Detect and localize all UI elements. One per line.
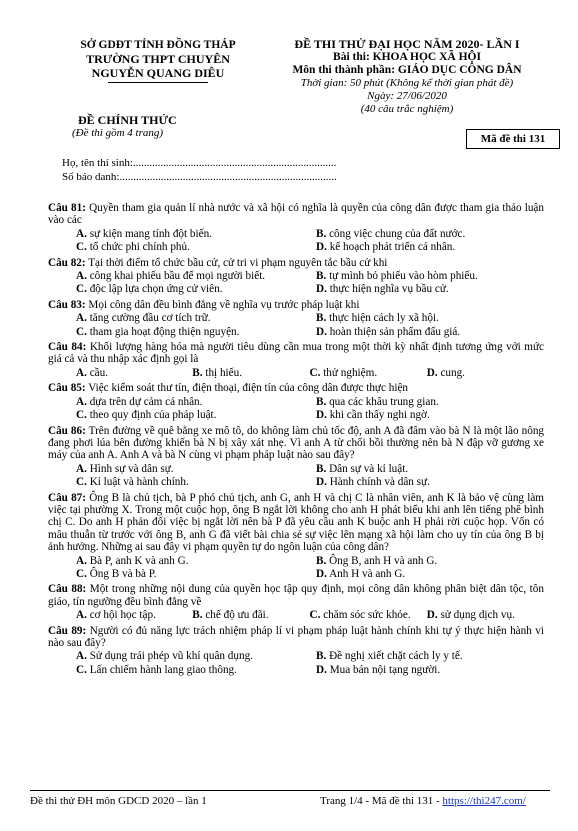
answer-option[interactable] [48,283,316,295]
option-text: D. khi cần thấy nghi ngờ. [316,409,430,422]
answer-option[interactable] [310,609,427,621]
answer-option[interactable] [427,367,544,379]
question-stem [48,382,544,394]
option-text: A. công khai phiếu bầu để mọi người biết. [76,270,266,283]
answer-option[interactable] [316,568,544,580]
option-text: B. thị hiếu. [192,366,243,379]
option-text: D. sử dụng dịch vụ. [426,609,515,622]
options-row [48,650,544,662]
option-letter: B. [192,366,203,379]
answer-option[interactable] [316,396,544,408]
question-number: Câu 81: [48,202,86,214]
option-text: A. tăng cường đầu cơ tích trữ. [76,312,211,325]
option-letter: D. [316,476,327,489]
exam-subject: Môn thi thành phần: GIÁO DỤC CÔNG DÂN [292,64,522,76]
question-text: Quyền tham gia quản lí nhà nước và xã hội có nghĩa là quyền của công dân được tham gia thảo luận vào các [48,202,544,227]
answer-option[interactable] [48,228,316,240]
question-stem [48,341,544,366]
options-row [48,270,544,282]
options-row [48,312,544,324]
option-text: A. Hình sự và dân sự. [76,462,174,475]
option-letter: A. [76,554,87,567]
options-row [48,283,544,295]
answer-option[interactable] [316,664,544,676]
answer-option[interactable] [48,476,316,488]
question-text: Khối lượng hàng hóa mà người tiêu dùng cần mua trong một thời kỳ nhất định tương ứng với mức giá cả và thu nhập xác định gọi là [48,341,544,366]
answer-option[interactable] [48,650,316,662]
answer-option[interactable] [316,555,544,567]
question-number: Câu 84: [48,341,87,354]
option-letter: B. [316,395,327,408]
candidate-id-line: Số báo danh:............................................................................... [62,171,337,183]
option-text: D. Anh H và anh G. [316,567,406,580]
option-text: D. kế hoạch phát triển cá nhân. [316,241,456,254]
option-text: A. sự kiện mang tính đột biến. [76,227,212,240]
option-text: C. độc lập lựa chọn ứng cử viên. [76,283,223,296]
option-letter: A. [76,609,87,622]
footer-link[interactable]: https://thi247.com/ [442,795,526,807]
question-stem [48,583,544,608]
question-stem [48,257,544,269]
option-letter: C. [76,241,87,254]
pages-note: (Đề thi gồm 4 trang) [72,127,164,139]
footer-page-info [320,795,526,807]
question-number: Câu 87: [48,491,87,504]
question-text: Trên đường về quê bằng xe mô tô, do không làm chủ tốc độ, anh A đã đâm vào bà N là một lão nông đang phơi lúa bên đường khiến bà N bị xây xát nhẹ. Vì anh A từ chối bồi thường nên bà N đập vỡ gương xe máy của anh A. Anh A và bà N cùng vi phạm pháp luật nào sau đây? [48,424,545,462]
option-letter: D. [426,609,438,622]
question-number: Câu 86: [48,424,86,437]
question-text: Tại thời điểm tổ chức bầu cử, cử tri vi phạm nguyên tắc bầu cử khi [85,256,388,269]
school-name-line2: NGUYỄN QUANG DIÊU [91,66,225,80]
answer-option[interactable] [192,367,309,379]
answer-option[interactable] [316,228,544,240]
answer-option[interactable] [48,367,192,379]
answer-option[interactable] [48,568,316,580]
option-text: B. thực hiện cách ly xã hội. [316,312,439,325]
option-text: B. Đề nghị xiết chặt cách ly y tế. [316,650,463,663]
options-row [48,609,544,621]
options-row [48,326,544,338]
question-block [48,425,544,489]
question-stem [48,299,544,311]
candidate-name-line: Họ, tên thí sinh:.......................................................................... [62,157,337,169]
question-stem [48,425,544,462]
option-letter: A. [76,270,87,283]
answer-option[interactable] [316,312,544,324]
footer-rule [30,790,550,791]
question-number: Câu 82: [48,256,86,269]
option-letter: D. [316,663,327,676]
option-letter: A. [76,395,87,408]
question-block [48,257,544,296]
option-text: C. theo quy định của pháp luật. [76,409,217,422]
answer-option[interactable] [48,555,316,567]
option-text: A. dựa trên dự cảm cá nhân. [76,395,203,408]
answer-option[interactable] [48,241,316,253]
option-text: C. tổ chức phi chính phủ. [76,241,190,254]
option-text: B. qua các khâu trung gian. [316,395,439,408]
exam-title: ĐỀ THI THỬ ĐẠI HỌC NĂM 2020- LẦN I [294,37,520,51]
option-text: B. Ông B, anh H và anh G. [316,554,438,567]
answer-option[interactable] [316,409,544,421]
option-text: A. Sử dụng trái phép vũ khí quân dụng. [76,650,253,663]
option-text: D. Mua bán nội tạng người. [316,663,441,676]
option-letter: C. [76,283,87,296]
answer-option[interactable] [310,367,427,379]
option-text: C. Kỉ luật và hành chính. [76,476,189,489]
question-text: Người có đủ năng lực trách nhiệm pháp lí vi phạm pháp luật hành chính khi tự ý thực hiện hành vi nào sau đây? [48,624,544,649]
question-number: Câu 88: [48,583,87,596]
question-block [48,583,544,621]
answer-option[interactable] [316,650,544,662]
header-left-underline [108,82,208,83]
option-letter: C. [76,325,87,338]
exam-header [262,38,552,116]
footer-left-text: Đề thi thử ĐH môn GDCD 2020 – lần 1 [30,795,207,807]
option-text: D. Hành chính và dân sự. [316,476,430,489]
option-letter: B. [316,650,327,663]
option-letter: B. [316,462,327,475]
question-block [48,492,544,581]
answer-option[interactable] [316,326,544,338]
options-row [48,396,544,408]
option-text: B. chế độ ưu đãi. [192,609,269,622]
option-text: D. cung. [426,366,465,379]
option-letter: A. [76,462,87,475]
answer-option[interactable] [316,463,544,475]
option-letter: A. [76,366,87,379]
answer-option[interactable] [48,312,316,324]
school-name-line1: TRƯỜNG THPT CHUYÊN [86,52,230,66]
answer-option[interactable] [427,609,544,621]
options-row [48,555,544,567]
option-letter: A. [76,650,87,663]
option-text: D. thực hiện nghĩa vụ bầu cử. [316,283,449,296]
option-letter: B. [316,554,327,567]
option-letter: C. [76,663,87,676]
question-stem [48,625,544,650]
answer-option[interactable] [192,609,309,621]
option-letter: B. [192,609,203,622]
answer-option[interactable] [48,609,192,621]
answer-option[interactable] [316,283,544,295]
answer-option[interactable] [48,270,316,282]
official-label: ĐỀ CHÍNH THỨC [78,113,177,127]
option-text: C. Lấn chiếm hành lang giao thông. [76,663,237,676]
answer-option[interactable] [48,396,316,408]
option-letter: B. [316,270,327,283]
question-number: Câu 89: [48,624,87,637]
answer-option[interactable] [48,664,316,676]
option-text: A. Bà P, anh K và anh G. [76,554,189,567]
question-stem [48,492,544,554]
question-list [48,202,544,679]
option-letter: C. [76,476,87,489]
option-letter: C. [309,366,321,379]
options-row [48,463,544,475]
question-number: Câu 85: [48,382,86,395]
option-letter: B. [316,227,327,240]
question-text: Ông B là chủ tịch, bà P phó chủ tịch, anh G, anh H và chị C là nhân viên, anh K là bảo vệ cùng làm việc tại phường X. Trong một cuộc họp, ông B ngắt lời không cho anh H phát biểu khi anh lên tiếng phê bình chị C. Do anh H phản đối việc bị ngắt lời nên bà P đã yêu cầu anh K buộc anh H phải rời cuộc họp. Vốn có mâu thuẫn từ trước với ông B, anh G đã viết bài chia sẻ sự việc lên mạng xã hội làm cho uy tín của ông B bị ảnh hưởng. Những ai sau đây vi phạm quyền tự do ngôn luận của công dân? [48,491,544,554]
option-text: B. công việc chung của đất nước. [316,227,466,240]
option-text: C. tham gia hoạt động thiện nguyện. [76,325,240,338]
option-text: C. chăm sóc sức khỏe. [309,609,411,622]
question-block [48,625,544,677]
question-stem [48,202,544,227]
option-letter: A. [76,312,87,325]
exam-code-box: Mã đề thi 131 [466,129,560,149]
answer-option[interactable] [316,270,544,282]
department-name: SỞ GDĐT TỈNH ĐỒNG THÁP [80,39,236,51]
options-row [48,228,544,240]
option-letter: C. [76,409,87,422]
option-text: C. Ông B và bà P. [76,567,157,580]
answer-option[interactable] [48,463,316,475]
option-letter: D. [316,325,327,338]
question-number: Câu 83: [48,298,86,311]
options-row [48,664,544,676]
question-block [48,382,544,421]
option-letter: C. [309,609,321,622]
option-letter: B. [316,312,327,325]
options-row [48,568,544,580]
option-letter: D. [316,241,327,254]
question-block [48,202,544,254]
question-text: Việc kiểm soát thư tín, điện thoại, điện tín của công dân được thực hiện [85,382,409,395]
options-row [48,241,544,253]
option-text: A. cầu. [76,366,109,379]
answer-option[interactable] [316,476,544,488]
option-text: A. cơ hội học tập. [76,609,156,622]
exam-date: Ngày: 27/06/2020 [367,90,447,102]
option-letter: D. [426,366,438,379]
question-text: Một trong những nội dung của quyền học tập quy định, mọi công dân không phân biệt dân tộc, tôn giáo, tín ngưỡng đều bình đẳng về [48,583,544,608]
option-letter: C. [76,567,87,580]
option-letter: D. [316,567,327,580]
exam-time: Thời gian: 50 phút (Không kể thời gian phát đề) [300,77,514,89]
option-letter: D. [316,283,327,296]
question-block [48,299,544,338]
answer-option[interactable] [48,326,316,338]
option-text: B. Dân sự và kỉ luật. [316,462,409,475]
answer-option[interactable] [48,409,316,421]
options-row [48,476,544,488]
school-header [48,38,268,80]
option-text: B. tự mình bỏ phiếu vào hòm phiếu. [316,270,478,283]
option-text: C. thử nghiệm. [309,366,378,379]
option-letter: D. [316,409,327,422]
question-count: (40 câu trắc nghiệm) [360,103,454,115]
answer-option[interactable] [316,241,544,253]
footer-page-text: Trang 1/4 - Mã đề thi 131 - [320,795,443,807]
options-row [48,367,544,379]
option-text: D. hoàn thiện sản phẩm đấu giá. [316,325,461,338]
exam-name: Bài thi: KHOA HỌC XÃ HỘI [333,51,481,63]
option-letter: A. [76,227,87,240]
question-block [48,341,544,379]
question-text: Mọi công dân đều bình đẳng về nghĩa vụ trước pháp luật khi [85,298,360,311]
options-row [48,409,544,421]
